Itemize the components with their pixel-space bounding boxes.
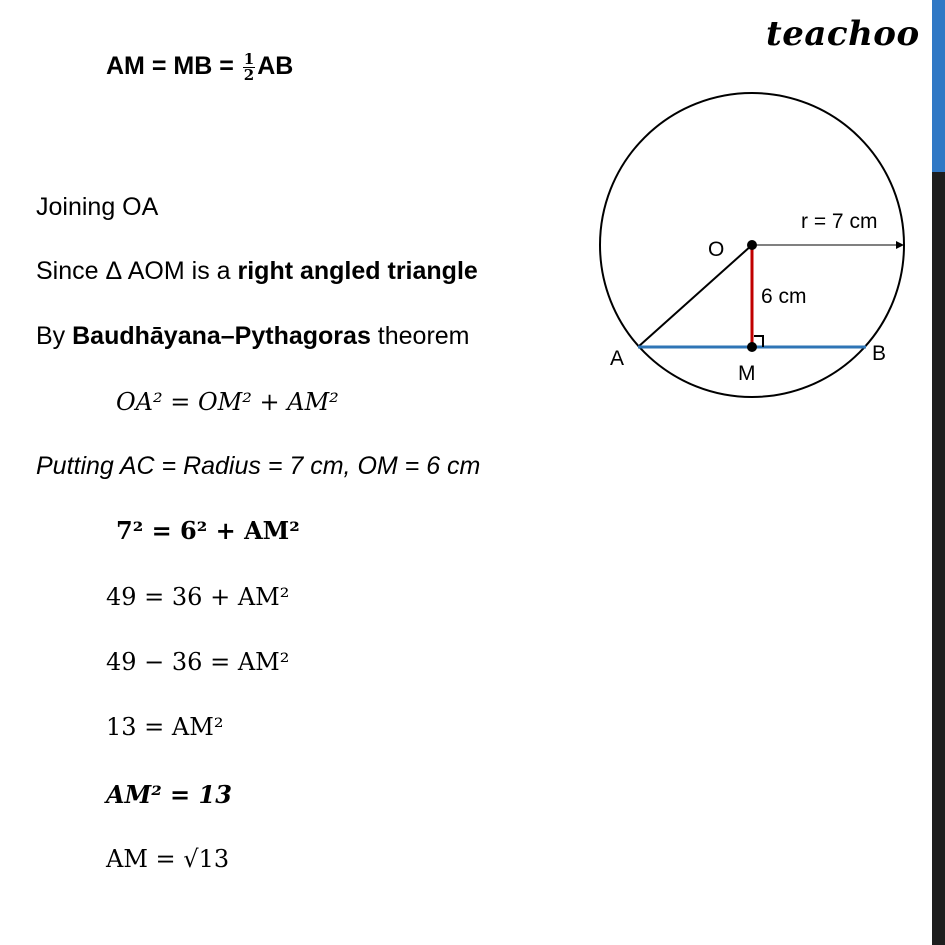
since-line <box>36 257 478 286</box>
point-m <box>747 342 757 352</box>
label-radius: r = 7 cm <box>801 210 878 233</box>
label-o: O <box>708 238 725 261</box>
equation-2: 7² = 6² + AM² <box>116 516 300 545</box>
am-mb-line <box>106 52 293 83</box>
equation-5: 13 = AM² <box>106 713 224 741</box>
equation-3: 49 = 36 + AM² <box>106 583 290 611</box>
radius-arrowhead <box>896 241 904 249</box>
point-o <box>747 240 757 250</box>
circle-diagram <box>590 90 920 410</box>
teachoo-logo: teachoo <box>766 14 920 54</box>
half-fraction <box>243 52 255 83</box>
fraction-numerator: 1 <box>243 50 255 68</box>
label-om-length: 6 cm <box>761 285 807 308</box>
joining-line: Joining OA <box>36 193 159 221</box>
equation-1-text: OA² = OM² + AM² <box>116 388 339 416</box>
am-mb-left: AM = MB = <box>106 52 241 81</box>
fraction-denominator: 2 <box>243 66 255 84</box>
since-prefix: Since Δ AOM is a <box>36 257 238 285</box>
since-bold: right angled triangle <box>237 257 478 285</box>
equation-7: AM = √13 <box>106 845 230 873</box>
sidebar-strip <box>932 0 945 945</box>
putting-line: Putting AC = Radius = 7 cm, OM = 6 cm <box>36 452 481 480</box>
label-m: M <box>738 362 756 385</box>
by-line <box>36 322 470 351</box>
label-a: A <box>610 347 625 370</box>
by-suffix: theorem <box>370 322 470 350</box>
am-mb-right: AB <box>257 52 294 81</box>
equation-6: AM² = 13 <box>106 780 232 809</box>
by-bold: Baudhāyana–Pythagoras <box>72 322 371 350</box>
equation-1 <box>116 388 339 416</box>
label-b: B <box>872 342 887 365</box>
segment-oa <box>638 245 752 347</box>
by-prefix: By <box>36 322 73 350</box>
sidebar-accent <box>932 0 945 172</box>
equation-4: 49 − 36 = AM² <box>106 648 290 676</box>
